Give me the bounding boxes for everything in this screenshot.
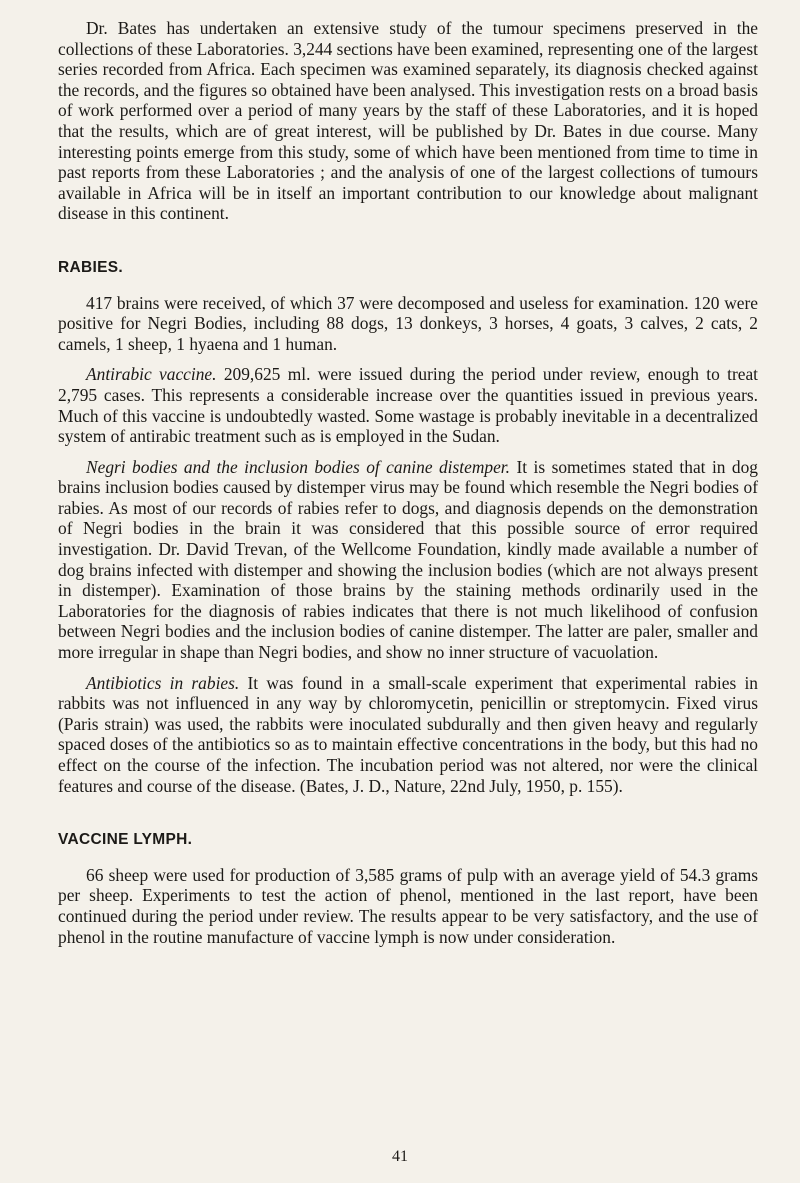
vaccine-lymph-heading: VACCINE LYMPH. bbox=[58, 831, 193, 849]
antibiotics-title: Antibiotics in rabies. bbox=[86, 672, 240, 693]
negri-bodies-paragraph bbox=[58, 457, 758, 663]
rabies-heading: RABIES. bbox=[58, 258, 123, 276]
antirabic-vaccine-text: 209,625 ml. were issued during the period under review, enough to treat 2,795 cases. This represents a considerable increase over the quantities issued in previous years. Much of this vaccine is undoubtedly wasted. Some wastage is probably inevitable in a decentralized system of antirabic treatment such as is employed in the Sudan. bbox=[58, 364, 759, 447]
document-page bbox=[58, 18, 758, 957]
antibiotics-text: It was found in a small-scale experiment that experimental rabies in rabbits was not influenced in any way by chloromycetin, penicillin or streptomycin. Fixed virus (Paris strain) was used, the rabbits were inoculated subdurally and then given heavy and regularly spaced doses of the antibiotics so as to maintain effective concentrations in the body, but this had no effect on the course of the infection. The incubation period was not altered, nor were the clinical features and course of the disease. (Bates, J. D., Nature, 22nd July, 1950, p. 155). bbox=[58, 672, 758, 796]
vaccine-lymph-paragraph: 66 sheep were used for production of 3,585 grams of pulp with an average yield of 54.3 grams per sheep. Experiments to test the action of phenol, mentioned in the last report, have been continued during the period under review. The results appear to be very satisfactory, and the use of phenol in the routine manufacture of vaccine lymph is now under consideration. bbox=[58, 864, 758, 947]
intro-paragraph: Dr. Bates has undertaken an extensive study of the tumour specimens preserved in the collections of these Laboratories. 3,244 sections have been examined, representing one of the largest series recorded from Africa. Each specimen was examined separately, its diagnosis checked against the records, and the figures so obtained have been analysed. This investigation rests on a broad basis of work performed over a period of many years by the staff of these Laboratories, and it is hoped that the results, which are of great interest, will be published by Dr. Bates in due course. Many interesting points emerge from this study, some of which have been mentioned from time to time in past reports from these Laboratories ; and the analysis of one of the largest collections of tumours available in Africa will be in itself an important contribution to our knowledge about malignant disease in this continent. bbox=[58, 18, 758, 224]
antirabic-vaccine-paragraph bbox=[58, 364, 758, 446]
antibiotics-paragraph bbox=[58, 673, 758, 797]
antirabic-vaccine-title: Antirabic vaccine. bbox=[86, 364, 217, 385]
page-number: 41 bbox=[392, 1148, 408, 1165]
rabies-brains-paragraph: 417 brains were received, of which 37 were decomposed and useless for examination. 120 were positive for Negri Bodies, including 88 dogs, 13 donkeys, 3 horses, 4 goats, 3 calves, 2 cats, 2 camels, 1 sheep, 1 hyaena and 1 human. bbox=[58, 292, 758, 354]
negri-bodies-title: Negri bodies and the inclusion bodies of canine distemper. bbox=[86, 456, 510, 477]
negri-bodies-text: It is sometimes stated that in dog brains inclusion bodies caused by distemper virus may be found which resemble the Negri bodies of rabies. As most of our records of rabies refer to dogs, and diagnosis depends on the demonstration of Negri bodies in the brain it was considered that this possible source of error required investigation. Dr. David Trevan, of the Wellcome Foundation, kindly made available a number of dog brains infected with distemper and showing the inclusion bodies (which are not always present in distemper). Examination of those brains by the staining methods ordinarily used in the Laboratories for the diagnosis of rabies indicates that there is not much likelihood of confusion between Negri bodies and the inclusion bodies of canine distemper. The latter are paler, smaller and more irregular in shape than Negri bodies, and show no inner structure of vacuolation. bbox=[58, 456, 759, 663]
